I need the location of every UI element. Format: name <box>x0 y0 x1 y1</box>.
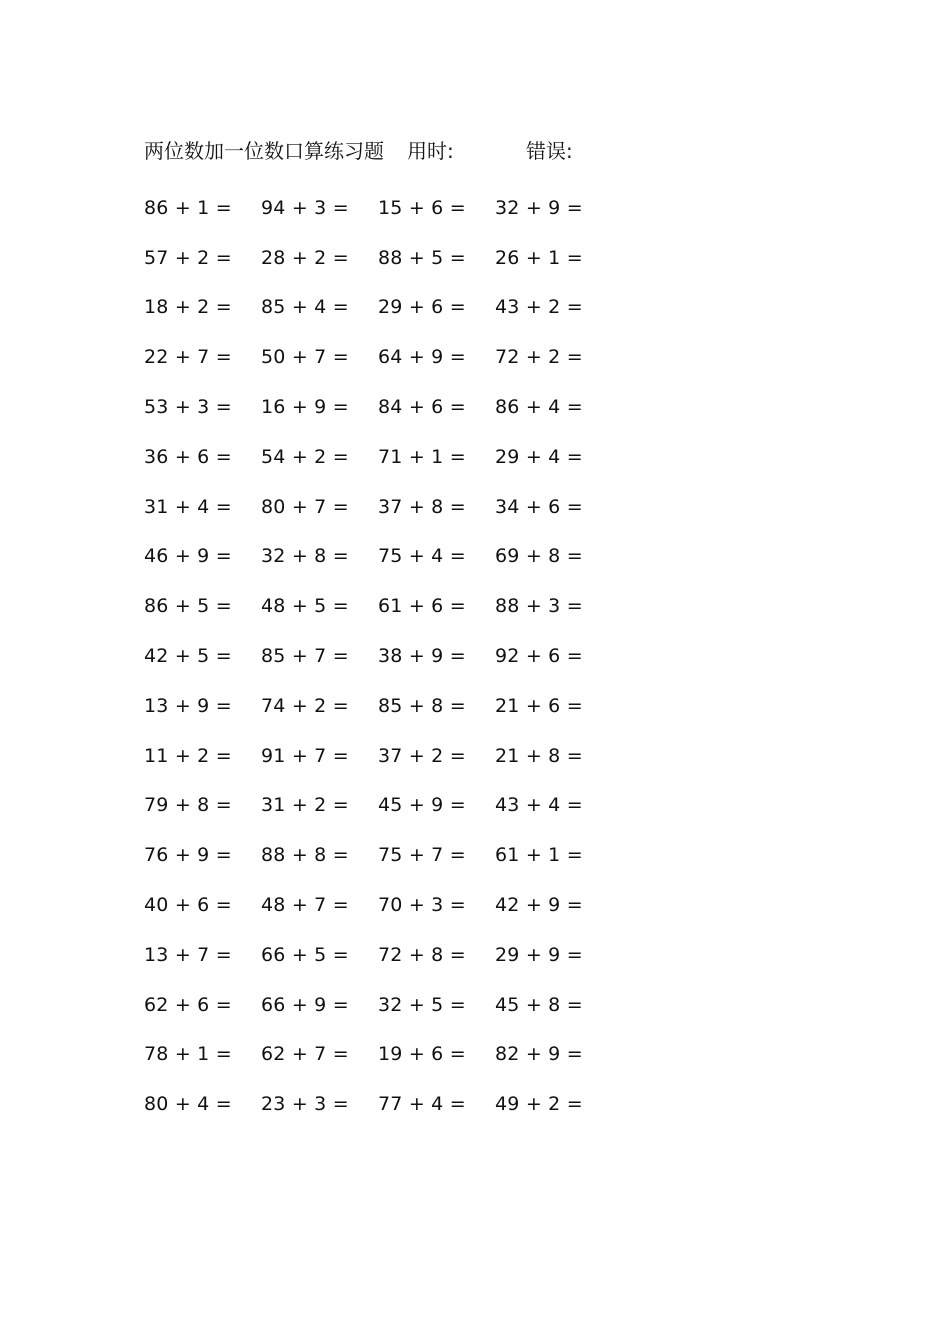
problem-item: 46 + 9 = <box>144 545 232 568</box>
problem-item: 57 + 2 = <box>144 246 232 269</box>
problem-row <box>144 930 624 980</box>
problem-row <box>144 1079 624 1129</box>
problem-item: 82 + 9 = <box>495 1043 583 1066</box>
problem-item: 22 + 7 = <box>144 346 232 369</box>
problem-item: 13 + 9 = <box>144 694 232 717</box>
problem-item: 69 + 8 = <box>495 545 583 568</box>
problem-row <box>144 880 624 930</box>
problem-item: 34 + 6 = <box>495 495 583 518</box>
problem-row <box>144 980 624 1030</box>
problem-item: 31 + 2 = <box>261 794 349 817</box>
problem-item: 66 + 9 = <box>261 993 349 1016</box>
problem-item: 13 + 7 = <box>144 943 232 966</box>
problem-item: 74 + 2 = <box>261 694 349 717</box>
problem-item: 18 + 2 = <box>144 296 232 319</box>
problem-item: 29 + 6 = <box>378 296 466 319</box>
worksheet-title: 两位数加一位数口算练习题 <box>144 139 384 163</box>
problem-item: 29 + 4 = <box>495 445 583 468</box>
problem-item: 84 + 6 = <box>378 396 466 419</box>
problem-item: 42 + 5 = <box>144 645 232 668</box>
time-used-label: 用时: <box>407 139 454 163</box>
problem-item: 61 + 1 = <box>495 844 583 867</box>
problem-item: 91 + 7 = <box>261 744 349 767</box>
problem-item: 16 + 9 = <box>261 396 349 419</box>
problem-item: 28 + 2 = <box>261 246 349 269</box>
problem-row <box>144 731 624 781</box>
problem-item: 42 + 9 = <box>495 894 583 917</box>
problem-item: 29 + 9 = <box>495 943 583 966</box>
problem-item: 45 + 8 = <box>495 993 583 1016</box>
problem-item: 75 + 7 = <box>378 844 466 867</box>
problem-item: 85 + 8 = <box>378 694 466 717</box>
problem-row <box>144 432 624 482</box>
problem-item: 45 + 9 = <box>378 794 466 817</box>
problem-item: 77 + 4 = <box>378 1093 466 1116</box>
problem-item: 88 + 5 = <box>378 246 466 269</box>
problem-item: 49 + 2 = <box>495 1093 583 1116</box>
problem-row <box>144 233 624 283</box>
problem-grid <box>144 183 624 1129</box>
problem-row <box>144 183 624 233</box>
problem-item: 62 + 7 = <box>261 1043 349 1066</box>
problem-row <box>144 781 624 831</box>
problem-row <box>144 581 624 631</box>
problem-row <box>144 1030 624 1080</box>
problem-row <box>144 482 624 532</box>
problem-item: 61 + 6 = <box>378 595 466 618</box>
problem-item: 11 + 2 = <box>144 744 232 767</box>
problem-item: 43 + 4 = <box>495 794 583 817</box>
problem-item: 86 + 1 = <box>144 196 232 219</box>
problem-item: 79 + 8 = <box>144 794 232 817</box>
problem-item: 43 + 2 = <box>495 296 583 319</box>
problem-item: 32 + 9 = <box>495 196 583 219</box>
problem-item: 40 + 6 = <box>144 894 232 917</box>
problem-item: 92 + 6 = <box>495 645 583 668</box>
problem-item: 85 + 7 = <box>261 645 349 668</box>
problem-item: 66 + 5 = <box>261 943 349 966</box>
problem-item: 54 + 2 = <box>261 445 349 468</box>
problem-item: 32 + 8 = <box>261 545 349 568</box>
problem-row <box>144 681 624 731</box>
problem-item: 86 + 4 = <box>495 396 583 419</box>
problem-item: 37 + 8 = <box>378 495 466 518</box>
problem-item: 26 + 1 = <box>495 246 583 269</box>
problem-item: 62 + 6 = <box>144 993 232 1016</box>
problem-item: 48 + 7 = <box>261 894 349 917</box>
problem-item: 50 + 7 = <box>261 346 349 369</box>
problem-item: 86 + 5 = <box>144 595 232 618</box>
errors-label: 错误: <box>526 139 573 163</box>
problem-item: 21 + 8 = <box>495 744 583 767</box>
problem-item: 71 + 1 = <box>378 445 466 468</box>
problem-item: 21 + 6 = <box>495 694 583 717</box>
problem-item: 31 + 4 = <box>144 495 232 518</box>
problem-item: 23 + 3 = <box>261 1093 349 1116</box>
problem-item: 48 + 5 = <box>261 595 349 618</box>
problem-item: 80 + 4 = <box>144 1093 232 1116</box>
problem-item: 75 + 4 = <box>378 545 466 568</box>
problem-item: 85 + 4 = <box>261 296 349 319</box>
problem-item: 37 + 2 = <box>378 744 466 767</box>
problem-item: 53 + 3 = <box>144 396 232 419</box>
problem-item: 15 + 6 = <box>378 196 466 219</box>
problem-item: 19 + 6 = <box>378 1043 466 1066</box>
problem-row <box>144 830 624 880</box>
problem-row <box>144 382 624 432</box>
problem-item: 64 + 9 = <box>378 346 466 369</box>
problem-item: 78 + 1 = <box>144 1043 232 1066</box>
problem-item: 72 + 2 = <box>495 346 583 369</box>
problem-row <box>144 332 624 382</box>
problem-item: 32 + 5 = <box>378 993 466 1016</box>
problem-item: 72 + 8 = <box>378 943 466 966</box>
problem-item: 88 + 8 = <box>261 844 349 867</box>
problem-item: 36 + 6 = <box>144 445 232 468</box>
problem-row <box>144 532 624 582</box>
problem-item: 80 + 7 = <box>261 495 349 518</box>
problem-item: 76 + 9 = <box>144 844 232 867</box>
problem-item: 88 + 3 = <box>495 595 583 618</box>
problem-item: 70 + 3 = <box>378 894 466 917</box>
problem-item: 38 + 9 = <box>378 645 466 668</box>
problem-row <box>144 283 624 333</box>
problem-row <box>144 631 624 681</box>
problem-item: 94 + 3 = <box>261 196 349 219</box>
